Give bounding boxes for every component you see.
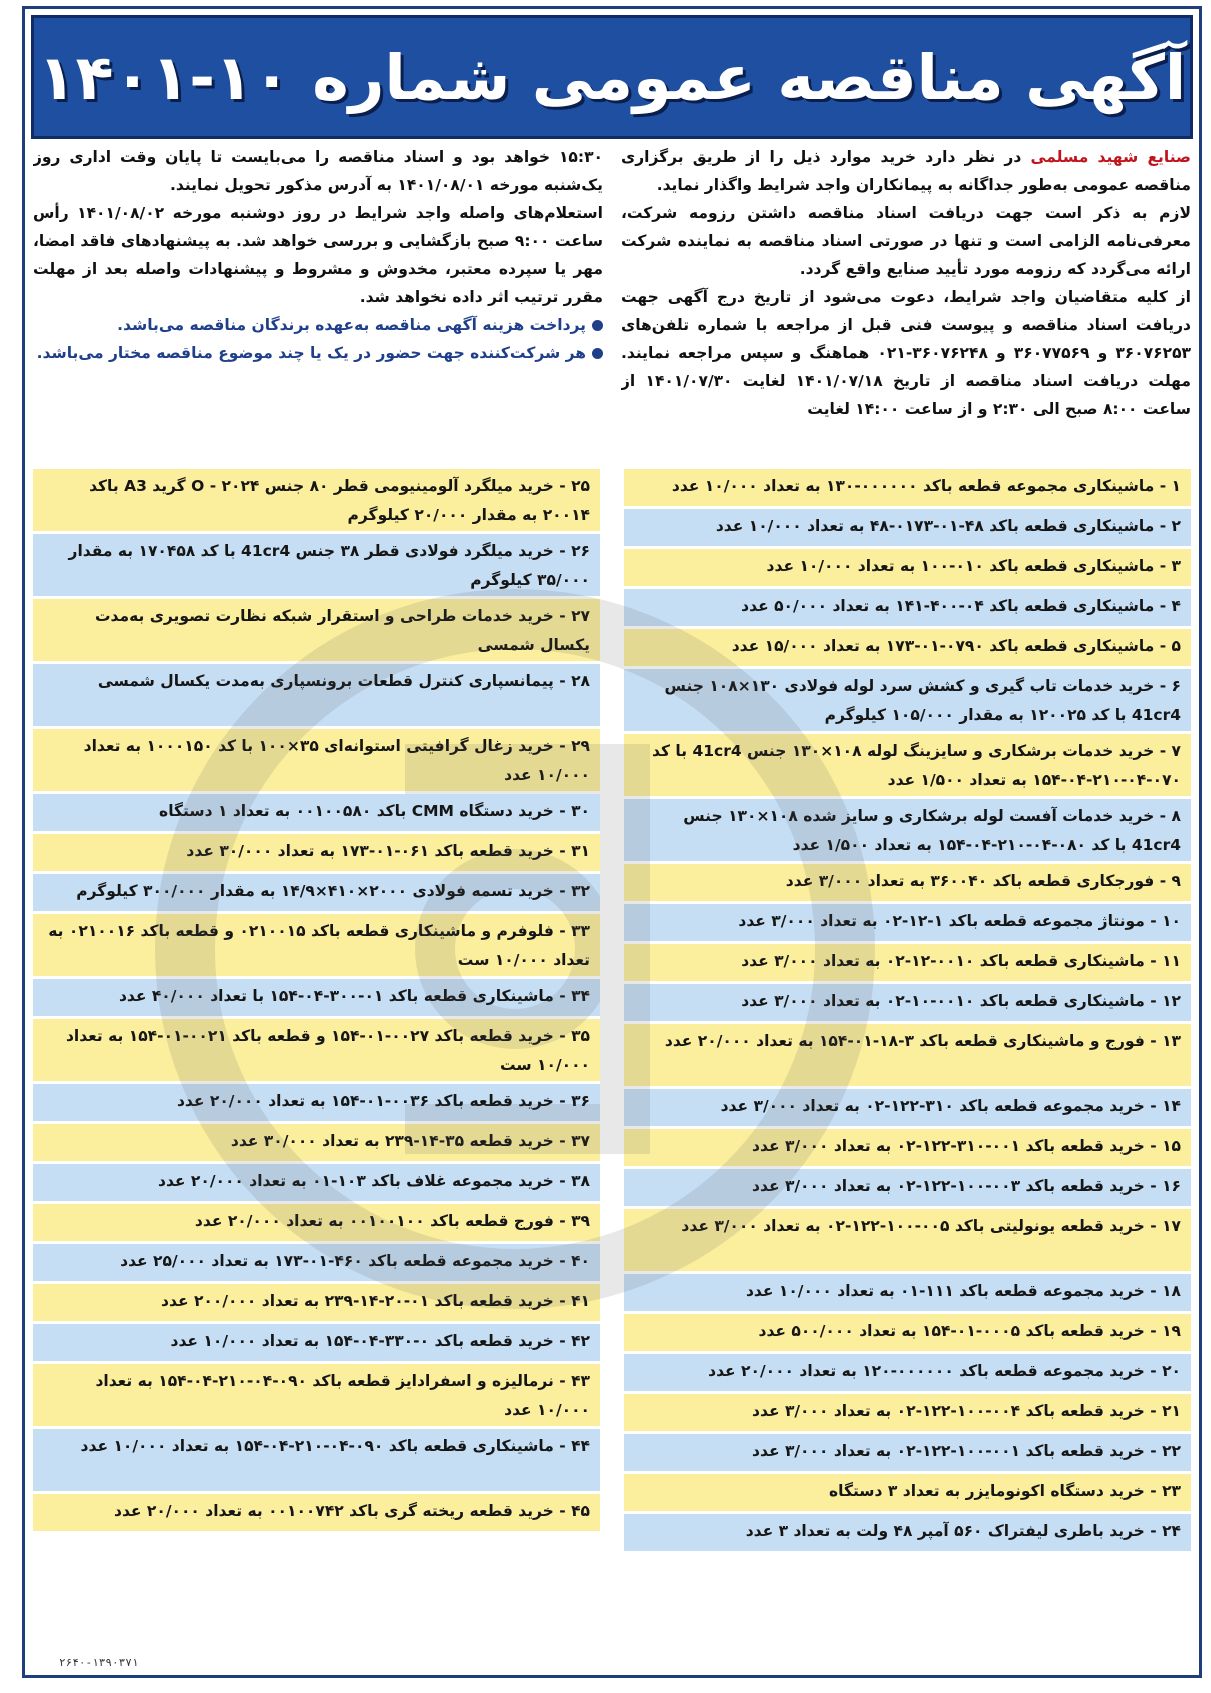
tender-item: ۲۶ - خرید میلگرد فولادی قطر ۳۸ جنس 41cr4 با کد ۱۷۰۴۵۸ به مقدار ۳۵/۰۰۰ کیلوگرم bbox=[33, 534, 600, 596]
tender-item: ۲۵ - خرید میلگرد آلومینیومی قطر ۸۰ جنس ۲۰۲۴ - O گرید A3 باکد ۲۰۰۱۴ به مقدار ۲۰/۰۰۰ کیلوگرم bbox=[33, 469, 600, 531]
tender-item: ۳۳ - فلوفرم و ماشینکاری قطعه باکد ۰۲۱۰۰۱۵ و قطعه باکد ۰۲۱۰۰۱۶ به تعداد ۱۰/۰۰۰ ست bbox=[33, 914, 600, 976]
tender-item: ۴۰ - خرید مجموعه قطعه باکد ۴۶۰-۰۱-۱۷۳ به تعداد ۲۵/۰۰۰ عدد bbox=[33, 1244, 600, 1281]
tender-item: ۱ - ماشینکاری مجموعه قطعه باکد ۰۰۰۰۰۰-۱۳۰ به تعداد ۱۰/۰۰۰ عدد bbox=[624, 469, 1191, 506]
tender-notice bbox=[22, 6, 1202, 1678]
tender-item: ۱۹ - خرید قطعه باکد ۰۰۰۵-۰۱-۱۵۴ به تعداد ۵۰۰/۰۰۰ عدد bbox=[624, 1314, 1191, 1351]
title-banner bbox=[31, 15, 1193, 139]
footer-code: ۲۶۴۰-۱۳۹۰۳۷۱ bbox=[59, 1656, 139, 1669]
intro-paragraph-5: استعلام‌های واصله واجد شرایط در روز دوشنبه مورخه ۱۴۰۱/۰۸/۰۲ رأس ساعت ۹:۰۰ صبح بازگشایی و بررسی خواهد شد. به پیشنهادهای فاقد امضا، مهر یا سپرده معتبر، مخدوش و مشروط و پیشنهادات واصله بعد از مهلت مقرر ترتیب اثر داده نخواهد شد. bbox=[33, 204, 603, 306]
tender-item: ۳۴ - ماشینکاری قطعه باکد ۰۱-۳۰۰-۰۴-۱۵۴ با تعداد ۴۰/۰۰۰ عدد bbox=[33, 979, 600, 1016]
tender-item: ۵ - ماشینکاری قطعه باکد ۰۷۹۰-۰۱-۱۷۳ به تعداد ۱۵/۰۰۰ عدد bbox=[624, 629, 1191, 666]
tender-item: ۱۸ - خرید مجموعه قطعه باکد ۱۱۱-۰۱ به تعداد ۱۰/۰۰۰ عدد bbox=[624, 1274, 1191, 1311]
tender-item: ۴۵ - خرید قطعه ریخته گری باکد ۰۰۱۰۰۷۴۲ به تعداد ۲۰/۰۰۰ عدد bbox=[33, 1494, 600, 1531]
intro-section bbox=[33, 143, 1191, 473]
company-name: صنایع شهید مسلمی bbox=[1030, 148, 1191, 166]
tender-item: ۳۸ - خرید مجموعه غلاف باکد ۱۰۳-۰۱ به تعداد ۲۰/۰۰۰ عدد bbox=[33, 1164, 600, 1201]
tender-item: ۳۲ - خرید تسمه فولادی ۲۰۰۰×۴۱۰×۱۴/۹ به مقدار ۳۰۰/۰۰۰ کیلوگرم bbox=[33, 874, 600, 911]
tender-item: ۸ - خرید خدمات آفست لوله برشکاری و سایز شده ۱۰۸×۱۳۰ جنس 41cr4 با کد ۰۸۰-۰۴-۲۱۰-۰۴-۱۵۴ به تعداد ۱/۵۰۰ عدد bbox=[624, 799, 1191, 861]
tender-item: ۳۷ - خرید قطعه ۳۵-۱۴-۲۳۹ به تعداد ۳۰/۰۰۰ عدد bbox=[33, 1124, 600, 1161]
intro-paragraph-1: صنایع شهید مسلمی در نظر دارد خرید موارد ذیل را از طریق برگزاری مناقصه عمومی به‌طور جداگانه به پیمانکاران واجد شرایط واگذار نماید. bbox=[621, 148, 1191, 194]
tender-item: ۹ - فورجکاری قطعه باکد ۳۶۰۰۴۰ به تعداد ۳/۰۰۰ عدد bbox=[624, 864, 1191, 901]
intro-paragraph-4: ۱۵:۳۰ خواهد بود و اسناد مناقصه را می‌بایست تا پایان وقت اداری روز یک‌شنبه مورخه ۱۴۰۱/۰۸/۰۱ به آدرس مذکور تحویل نمایند. bbox=[33, 148, 603, 194]
tender-item: ۲۱ - خرید قطعه باکد ۰۰۴-۱۰۰-۱۲۲-۰۲ به تعداد ۳/۰۰۰ عدد bbox=[624, 1394, 1191, 1431]
tender-item: ۷ - خرید خدمات برشکاری و سایزینگ لوله ۱۰۸×۱۳۰ جنس 41cr4 با کد ۰۷۰-۰۴-۲۱۰-۰۴-۱۵۴ به تعداد ۱/۵۰۰ عدد bbox=[624, 734, 1191, 796]
tender-item: ۲۸ - پیمانسپاری کنترل قطعات برونسپاری به‌مدت یکسال شمسی bbox=[33, 664, 600, 726]
tender-item: ۱۵ - خرید قطعه باکد ۰۰۱-۳۱۰-۱۲۲-۰۲ به تعداد ۳/۰۰۰ عدد bbox=[624, 1129, 1191, 1166]
tender-item: ۳۶ - خرید قطعه باکد ۰۰۳۶-۰۱-۱۵۴ به تعداد ۲۰/۰۰۰ عدد bbox=[33, 1084, 600, 1121]
items-column-left bbox=[33, 469, 600, 1639]
tender-item: ۲۳ - خرید دستگاه اکونومایزر به تعداد ۳ دستگاه bbox=[624, 1474, 1191, 1511]
tender-item: ۱۰ - مونتاژ مجموعه قطعه باکد ۱-۱۲-۰۲ به تعداد ۳/۰۰۰ عدد bbox=[624, 904, 1191, 941]
tender-item: ۲۹ - خرید زغال گرافیتی استوانه‌ای ۳۵×۱۰۰ با کد ۱۰۰۰۱۵۰ به تعداد ۱۰/۰۰۰ عدد bbox=[33, 729, 600, 791]
tender-item: ۲۲ - خرید قطعه باکد ۰۰۱-۱۰۰-۱۲۲-۰۲ به تعداد ۳/۰۰۰ عدد bbox=[624, 1434, 1191, 1471]
intro-column-right bbox=[621, 143, 1191, 473]
tender-item: ۴۲ - خرید قطعه باکد ۰-۳۳۰-۰۴-۱۵۴ به تعداد ۱۰/۰۰۰ عدد bbox=[33, 1324, 600, 1361]
items-column-right bbox=[624, 469, 1191, 1639]
items-section bbox=[33, 469, 1191, 1639]
tender-item: ۲۴ - خرید باطری لیفتراک ۵۶۰ آمپر ۴۸ ولت به تعداد ۳ عدد bbox=[624, 1514, 1191, 1551]
tender-item: ۶ - خرید خدمات تاب گیری و کشش سرد لوله فولادی ۱۳۰×۱۰۸ جنس 41cr4 با کد ۱۲۰۰۲۵ به مقدار ۱۰۵/۰۰۰ کیلوگرم bbox=[624, 669, 1191, 731]
notice-participation: هر شرکت‌کننده جهت حضور در یک یا چند موضوع مناقصه مختار می‌باشد. bbox=[33, 339, 603, 367]
bullet-icon bbox=[592, 320, 603, 331]
tender-item: ۳۹ - فورج قطعه باکد ۰۰۱۰۰۱۰۰ به تعداد ۲۰/۰۰۰ عدد bbox=[33, 1204, 600, 1241]
tender-item: ۱۳ - فورج و ماشینکاری قطعه باکد ۳-۱۸-۰۱-۱۵۴ به تعداد ۲۰/۰۰۰ عدد bbox=[624, 1024, 1191, 1086]
notice-payment: پرداخت هزینه آگهی مناقصه به‌عهده برندگان مناقصه می‌باشد. bbox=[33, 311, 603, 339]
tender-item: ۲ - ماشینکاری قطعه باکد ۴۸-۰۱-۰۱۷۳-۴۸ به تعداد ۱۰/۰۰۰ عدد bbox=[624, 509, 1191, 546]
tender-item: ۳۰ - خرید دستگاه CMM باکد ۰۰۱۰۰۵۸۰ به تعداد ۱ دستگاه bbox=[33, 794, 600, 831]
tender-item: ۴ - ماشینکاری قطعه باکد ۰۴-۴۰۰-۱۴۱ به تعداد ۵۰/۰۰۰ عدد bbox=[624, 589, 1191, 626]
intro-column-left bbox=[33, 143, 603, 473]
tender-item: ۳۱ - خرید قطعه باکد ۰۶۱-۰۱-۱۷۳ به تعداد ۳۰/۰۰۰ عدد bbox=[33, 834, 600, 871]
tender-item: ۱۱ - ماشینکاری قطعه باکد ۰۰۱۰-۱۲-۰۲ به تعداد ۳/۰۰۰ عدد bbox=[624, 944, 1191, 981]
tender-item: ۴۳ - نرمالیزه و اسفرادایز قطعه باکد ۰۹۰-۰۴-۲۱۰-۰۴-۱۵۴ به تعداد ۱۰/۰۰۰ عدد bbox=[33, 1364, 600, 1426]
tender-item: ۳ - ماشینکاری قطعه باکد ۰۱۰-۱۰۰ به تعداد ۱۰/۰۰۰ عدد bbox=[624, 549, 1191, 586]
tender-item: ۴۴ - ماشینکاری قطعه باکد ۰۹۰-۰۴-۲۱۰-۰۴-۱۵۴ به تعداد ۱۰/۰۰۰ عدد bbox=[33, 1429, 600, 1491]
bullet-icon bbox=[592, 348, 603, 359]
intro-paragraph-2: لازم به ذکر است جهت دریافت اسناد مناقصه داشتن رزومه شرکت، معرفی‌نامه الزامی است و تنها در صورتی اسناد مناقصه به نماینده شرکت ارائه می‌گردد که رزومه مورد تأیید صنایع واقع گردد. bbox=[621, 204, 1191, 278]
tender-item: ۲۷ - خرید خدمات طراحی و استقرار شبکه نظارت تصویری به‌مدت یکسال شمسی bbox=[33, 599, 600, 661]
tender-item: ۱۶ - خرید قطعه باکد ۰۰۳-۱۰۰-۱۲۲-۰۲ به تعداد ۳/۰۰۰ عدد bbox=[624, 1169, 1191, 1206]
tender-item: ۳۵ - خرید قطعه باکد ۰۰۲۷-۰۱-۱۵۴ و قطعه باکد ۰۰۲۱-۰۱-۱۵۴ به تعداد ۱۰/۰۰۰ ست bbox=[33, 1019, 600, 1081]
page-title: آگهی مناقصه عمومی شماره ۱۰-۱۴۰۱ bbox=[37, 40, 1187, 114]
tender-item: ۲۰ - خرید مجموعه قطعه باکد ۰۰۰۰۰۰-۱۲۰ به تعداد ۲۰/۰۰۰ عدد bbox=[624, 1354, 1191, 1391]
tender-item: ۱۷ - خرید قطعه یونولیتی باکد ۰۰۵-۱۰۰-۱۲۲-۰۲ به تعداد ۳/۰۰۰ عدد bbox=[624, 1209, 1191, 1271]
tender-item: ۴۱ - خرید قطعه باکد ۰۱-۲۰-۱۴-۲۳۹ به تعداد ۲۰۰/۰۰۰ عدد bbox=[33, 1284, 600, 1321]
tender-item: ۱۴ - خرید مجموعه قطعه باکد ۳۱۰-۱۲۲-۰۲ به تعداد ۳/۰۰۰ عدد bbox=[624, 1089, 1191, 1126]
intro-paragraph-3: از کلیه متقاضیان واجد شرایط، دعوت می‌شود از تاریخ درج آگهی جهت دریافت اسناد مناقصه و پیوست فنی قبل از مراجعه با شماره تلفن‌های ۳۶۰۷۶۲۵۳ و ۳۶۰۷۷۵۶۹ و ۳۶۰۷۶۲۴۸-۰۲۱ هماهنگ و سپس مراجعه نمایند. مهلت دریافت اسناد مناقصه از تاریخ ۱۴۰۱/۰۷/۱۸ لغایت ۱۴۰۱/۰۷/۳۰ از ساعت ۸:۰۰ صبح الی ۲:۳۰ و از ساعت ۱۴:۰۰ لغایت bbox=[621, 288, 1191, 418]
tender-item: ۱۲ - ماشینکاری قطعه باکد ۰۰۱۰-۱۰-۰۲ به تعداد ۳/۰۰۰ عدد bbox=[624, 984, 1191, 1021]
